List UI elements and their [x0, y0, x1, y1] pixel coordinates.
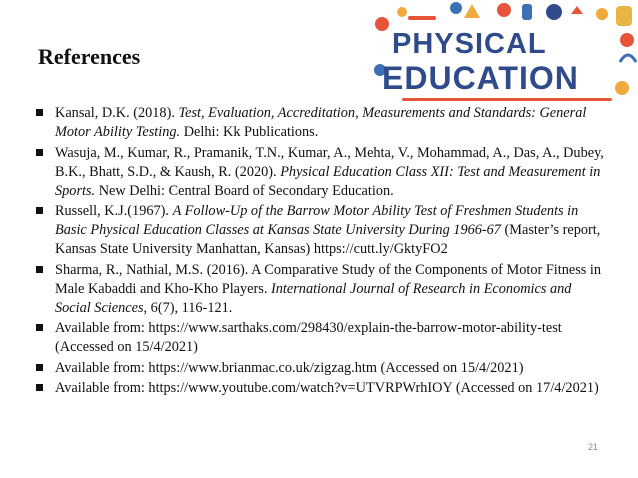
- reference-text: New Delhi: Central Board of Secondary Education.: [95, 182, 394, 199]
- reference-italic-title: International Journal of Research in Economics and Social Sciences: [55, 280, 572, 316]
- reference-text: Kansal, D.K. (2018).: [55, 105, 179, 121]
- reference-item: [33, 319, 608, 357]
- reference-text: Wasuja, M., Kumar, R., Pramanik, T.N., Kumar, A., Mehta, V., Mohammad, A., Das, A., Dubey, B.K., Bhatt, S.D., & Kaush, R. (2020).: [55, 144, 604, 180]
- reference-italic-title: Physical Education Class XII: Test and Measurement in Sports.: [55, 163, 601, 199]
- reference-item: [33, 202, 608, 259]
- reference-item: [33, 359, 608, 378]
- reference-text: (Master’s report, Kansas State University Manhattan, Kansas) https://cutt.ly/GktyFO2: [55, 222, 601, 257]
- reference-list: [33, 104, 608, 400]
- slide-title: References: [38, 44, 141, 69]
- reference-item: [33, 379, 608, 398]
- logo-word-physical: PHYSICAL: [392, 28, 547, 60]
- reference-italic-title: A Follow-Up of the Barrow Motor Ability Test of Freshmen Students in Basic Physical Education Classes at Kansas State University During 1966-67: [55, 203, 579, 238]
- reference-text: Available from: https://www.youtube.com/watch?v=UTVRPWrhIOY (Accessed on 17/4/2021): [55, 380, 599, 396]
- page-number: 21: [587, 442, 598, 452]
- reference-text: Sharma, R., Nathial, M.S. (2016). A Comparative Study of the Components of Motor Fitness in Male Kabaddi and Kho-Kho Players.: [55, 261, 602, 297]
- reference-text: Delhi: Kk Publications.: [180, 124, 319, 140]
- reference-text: Available from: https://www.sarthaks.com/298430/explain-the-barrow-motor-ability-test (Accessed on 15/4/2021): [55, 320, 562, 355]
- reference-item: [33, 144, 608, 201]
- logo-word-education: EDUCATION: [382, 60, 579, 96]
- reference-text: , 6(7), 116-121.: [143, 299, 233, 316]
- reference-italic-title: Test, Evaluation, Accreditation, Measurements and Standards: General Motor Ability Testing.: [55, 105, 587, 140]
- reference-text: Available from: https://www.brianmac.co.uk/zigzag.htm (Accessed on 15/4/2021): [55, 359, 524, 376]
- reference-item: [33, 261, 608, 318]
- reference-text: Russell, K.J.(1967).: [55, 203, 173, 219]
- physical-education-logo: [372, 0, 638, 106]
- reference-item: [33, 104, 608, 142]
